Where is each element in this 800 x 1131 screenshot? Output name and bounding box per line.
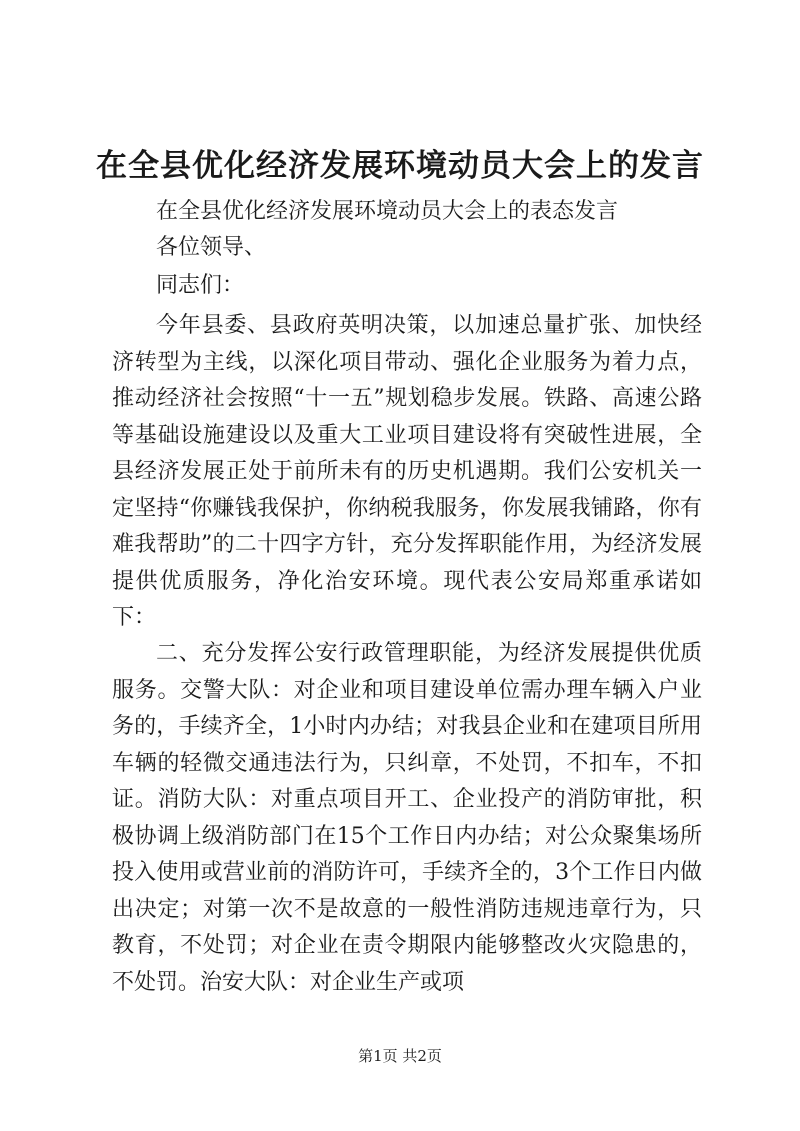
body-paragraph-1: 今年县委、县政府英明决策，以加速总量扩张、加快经济转型为主线，以深化项目带动、强化企业服务为着力点，推动经济社会按照“十一五”规划稳步发展。铁路、高速公路等基础设施建设以及重大工业项目建设将有突破性进展，全县经济发展正处于前所未有的历史机遇期。我们公安机关一定坚持“你赚钱我保护，你纳税我服务，你发展我铺路，你有难我帮助”的二十四字方针，充分发挥职能作用，为经济发展提供优质服务，净化治安环境。现代表公安局郑重承诺如下：: [112, 313, 702, 630]
body-paragraph-2: 二、充分发挥公安行政管理职能，为经济发展提供优质服务。交警大队：对企业和项目建设单位需办理车辆入户业务的，手续齐全，1小时内办结；对我县企业和在建项目所用车辆的轻微交通违法行为，只纠章，不处罚，不扣车，不扣证。消防大队：对重点项目开工、企业投产的消防审批，积极协调上级消防部门在15个工作日内办结；对公众聚集场所投入使用或营业前的消防许可，手续齐全的，3个工作日内做出决定；对第一次不是故意的一般性消防违规违章行为，只教育，不处罚；对企业在责令期限内能够整改火灾隐患的，不处罚。治安大队：对企业生产或项: [112, 641, 702, 995]
document-title: 在全县优化经济发展环境动员大会上的发言: [96, 148, 704, 184]
page-number: 第1页 共2页: [358, 1047, 442, 1065]
salutation-comrades: 同志们：: [156, 273, 245, 298]
document-subtitle: 在全县优化经济发展环境动员大会上的表态发言: [156, 199, 619, 224]
salutation-leaders: 各位领导、: [156, 235, 267, 260]
